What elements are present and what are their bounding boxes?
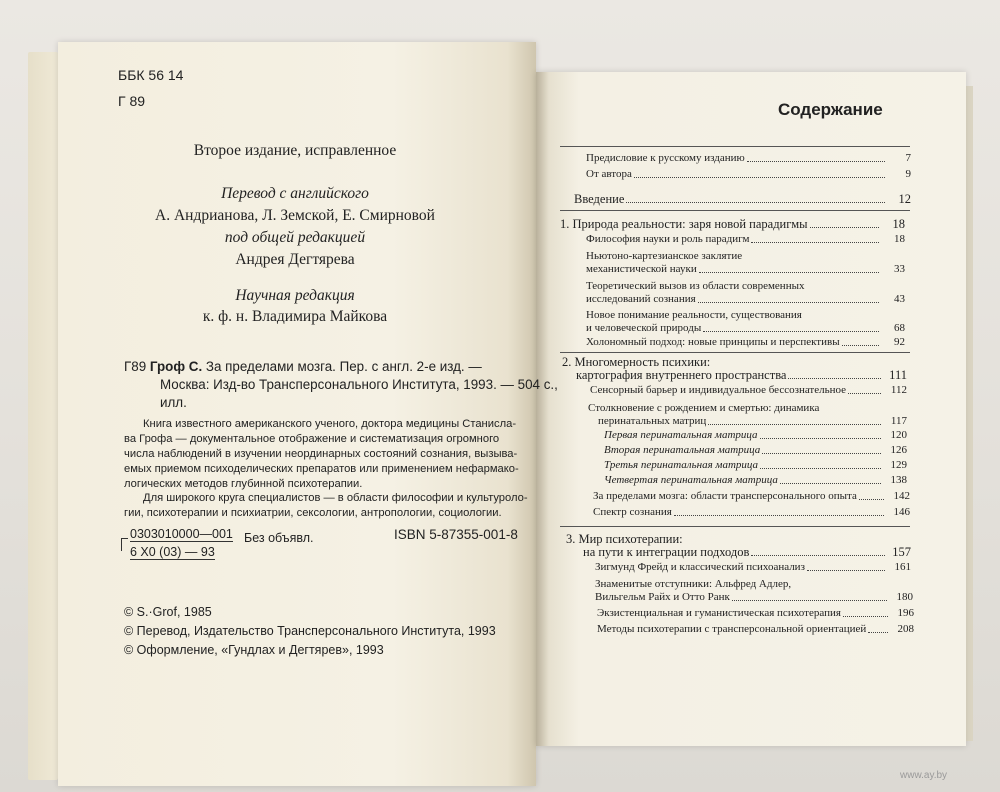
edition-label: Второе издание, исправленное [193, 142, 397, 159]
description-line: гии, психотерапии и психиатрии, сексологии, антропологии, социологии. [124, 507, 502, 519]
general-editing-label: под общей редакцией [224, 229, 366, 246]
toc-page: 18 [892, 217, 905, 231]
toc-page: 120 [890, 429, 907, 441]
description-line: Для широкого круга специалистов — в области философии и культуроло- [143, 492, 528, 504]
toc-entry[interactable]: Холономный подход: новые принципы и перспективы 92 [586, 336, 905, 348]
toc-chapter[interactable]: картография внутреннего пространства 111 [576, 368, 907, 382]
toc-chapter-line: 3. Мир психотерапии: [566, 532, 683, 546]
copyright-translation: © Перевод, Издательство Трансперсонального Института, 1993 [124, 624, 496, 638]
toc-entry[interactable]: Первая перинатальная матрица 120 [604, 429, 907, 441]
toc-divider [560, 352, 910, 353]
toc-entry-line: Знаменитые отступники: Альфред Адлер, [595, 578, 792, 590]
toc-divider [560, 526, 910, 527]
watermark: www.ay.by [900, 770, 948, 781]
copyright-design: © Оформление, «Гундлах и Дегтярев», 1993 [124, 643, 384, 657]
toc-page: 18 [894, 233, 905, 245]
toc-page: 142 [893, 490, 910, 502]
translation-label: Перевод с английского [221, 185, 369, 202]
toc-entry[interactable]: Третья перинатальная матрица 129 [604, 459, 907, 471]
toc-entry[interactable]: Предисловие к русскому изданию 7 [586, 152, 911, 164]
isbn: ISBN 5-87355-001-8 [394, 527, 518, 542]
price-note: Без объявл. [244, 531, 314, 545]
toc-entry-line: Столкновение с рождением и смертью: динамика [588, 402, 820, 414]
toc-page: 157 [892, 545, 911, 559]
toc-entry[interactable]: и человеческой природы 68 [586, 322, 905, 334]
classification-bottom: 6 Х0 (03) — 93 [130, 545, 215, 559]
translators: А. Андрианова, Л. Земской, Е. Смирновой [155, 207, 435, 224]
toc-entry[interactable]: Вторая перинатальная матрица 126 [604, 444, 907, 456]
toc-entry[interactable]: Спектр сознания 146 [593, 506, 910, 518]
toc-entry[interactable]: Зигмунд Фрейд и классический психоанализ 161 [595, 561, 911, 573]
catalog-line-2: Москва: Изд-во Трансперсонального Института, 1993. — 504 с., [160, 377, 558, 392]
toc-page: 161 [894, 561, 911, 573]
bbk-code: ББК 56 14 [118, 67, 184, 83]
description-line: Книга известного американского ученого, доктора медицины Станисла- [143, 418, 517, 430]
author-code: Г 89 [118, 93, 146, 109]
toc-entry[interactable]: От автора 9 [586, 168, 911, 180]
toc-page: 208 [897, 623, 914, 635]
toc-chapter-line: 2. Многомерность психики: [562, 355, 711, 369]
description-line: емых приемом психоделических препаратов или применением нефармако- [124, 463, 519, 475]
toc-entry[interactable]: исследований сознания 43 [586, 293, 905, 305]
toc-entry[interactable]: Сенсорный барьер и индивидуальное бессознательное 112 [590, 384, 907, 396]
general-editor: Андрея Дегтярева [235, 251, 355, 268]
toc-page: 146 [893, 506, 910, 518]
scientific-editor: к. ф. н. Владимира Майкова [202, 308, 388, 325]
catalog-line-1 [124, 359, 482, 374]
catalog-code: Г89 [124, 359, 147, 374]
description-line: числа наблюдений в изучении неординарных состояний сознания, вызыва- [124, 448, 518, 460]
toc-entry[interactable]: Методы психотерапии с трансперсональной ориентацией 208 [597, 623, 914, 635]
classification-top: 0303010000—001 [130, 527, 233, 541]
toc-entry[interactable]: Введение 12 [574, 192, 911, 206]
scientific-editing-label: Научная редакция [235, 287, 355, 304]
description-line: ва Грофа — документальное отображение и систематизация огромного [124, 433, 500, 445]
toc-page: 112 [890, 384, 907, 396]
toc-entry[interactable]: Философия науки и роль парадигм 18 [586, 233, 905, 245]
toc-entry-line: Теоретический вызов из области современных [586, 280, 805, 292]
toc-entry[interactable]: Экзистенциальная и гуманистическая психотерапия 196 [597, 607, 914, 619]
toc-page: 92 [894, 336, 905, 348]
description-line: логических методов глубинной психотерапии. [124, 478, 363, 490]
toc-entry[interactable]: Четвертая перинатальная матрица 138 [604, 474, 907, 486]
toc-page: 7 [905, 152, 911, 164]
toc-page: 129 [890, 459, 907, 471]
left-page-edges [28, 52, 58, 780]
toc-page: 126 [890, 444, 907, 456]
toc-chapter[interactable]: на пути к интеграции подходов 157 [583, 545, 911, 559]
toc-entry-line: Ньютоно-картезианское заклятие [586, 250, 743, 262]
toc-title: Содержание [778, 100, 883, 119]
catalog-author: Гроф С. [149, 359, 203, 374]
catalog-title: За пределами мозга. Пер. с англ. 2-е изд. — [205, 359, 482, 374]
toc-entry[interactable]: Вильгельм Райх и Отто Ранк 180 [595, 591, 913, 603]
toc-page: 68 [894, 322, 905, 334]
toc-divider [560, 146, 910, 147]
toc-page: 117 [890, 415, 907, 427]
classification-bracket [121, 538, 128, 551]
copyright-author: © S.·Grof, 1985 [124, 605, 212, 619]
toc-page: 196 [897, 607, 914, 619]
toc-entry[interactable]: За пределами мозга: области трансперсонального опыта 142 [593, 490, 910, 502]
toc-page: 180 [896, 591, 913, 603]
toc-entry-line: Новое понимание реальности, существования [586, 309, 802, 321]
toc-divider [560, 210, 910, 211]
toc-entry[interactable]: механистической науки 33 [586, 263, 905, 275]
catalog-line-3: илл. [160, 395, 187, 410]
toc-page: 9 [905, 168, 911, 180]
toc-chapter[interactable]: 1. Природа реальности: заря новой парадигмы 18 [560, 217, 905, 231]
toc-entry[interactable]: перинатальных матриц 117 [598, 415, 907, 427]
toc-page: 33 [894, 263, 905, 275]
toc-page: 43 [894, 293, 905, 305]
toc-page: 138 [890, 474, 907, 486]
toc-page: 12 [898, 192, 911, 206]
toc-page: 111 [889, 368, 907, 382]
